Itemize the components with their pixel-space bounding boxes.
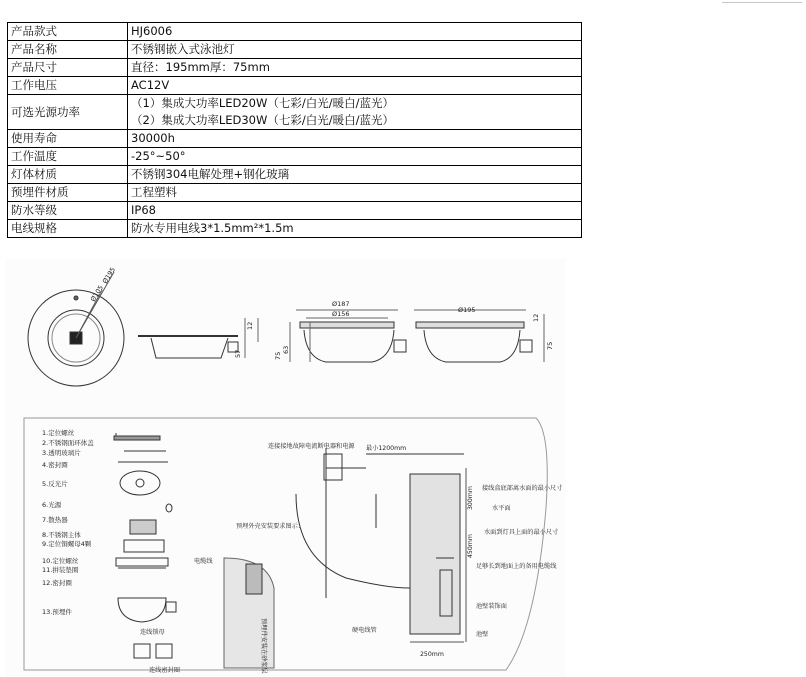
label-min-length: 最小1200mm [366,445,407,452]
part-label: 7.散热器 [42,516,68,524]
part-label: 3.透明玻璃片 [42,449,81,457]
spec-value [128,148,582,166]
spec-value [128,184,582,202]
label-wall: 池壁 [476,631,489,638]
spec-table [7,22,582,238]
spec-value [128,95,582,130]
dim-d187: Ø187 [332,300,350,308]
spec-value-line: HJ6006 [131,24,173,38]
spec-row [8,202,582,220]
spec-label: 产品款式 [8,23,128,41]
spec-value [128,59,582,77]
spec-value-line: （1）集成大功率LED20W（七彩/白光/暖白/蓝光） [131,96,394,110]
dim-h12b: 12 [532,313,540,322]
spec-label: 预埋件材质 [8,184,128,202]
spec-value-line: AC12V [131,78,170,92]
spec-row [8,184,582,202]
spec-row [8,23,582,41]
spec-value-line: 30000h [131,131,175,145]
part-label: 13.预埋件 [42,608,72,616]
spec-label: 防水等级 [8,202,128,220]
part-label: 5.反光片 [42,480,68,488]
spec-value-line: 直径：195mm厚：75mm [131,60,270,74]
spec-value [128,220,582,238]
spec-row [8,59,582,77]
label-embed: 预埋件安装在砂浆层 [260,618,267,674]
label-nut: 连线锁母 [140,629,165,636]
spec-row [8,148,582,166]
spec-label: 电线规格 [8,220,128,238]
dim-d156: Ø156 [332,310,350,318]
dim-h57: 57 [234,349,242,358]
label-connect: 连接接地故障电流断电器和电源 [268,443,355,450]
label-450mm: 450mm [467,534,474,558]
part-label: 2.不锈钢面环体盖 [42,439,94,447]
top-divider [722,2,802,3]
label-cable-length: 足够长到地面上的备用电缆线 [476,563,557,570]
spec-row [8,220,582,238]
part-label: 6.光源 [42,501,62,509]
spec-label: 使用寿命 [8,130,128,148]
spec-value-line: IP68 [131,203,156,217]
spec-row [8,130,582,148]
spec-value-line: 工程塑料 [131,185,177,199]
label-junction: 接线盒底部离水面的最小尺寸 [482,485,563,492]
spec-row [8,166,582,184]
dim-h75b: 75 [546,341,554,350]
label-waterline: 水平面 [492,505,511,512]
spec-label: 工作温度 [8,148,128,166]
label-lamp-top: 水面到灯具上面的最小尺寸 [484,529,559,536]
spec-row [8,95,582,130]
spec-value [128,130,582,148]
part-label: 8.不锈钢主体 [42,531,81,539]
part-label: 4.密封圈 [42,461,68,469]
spec-row [8,77,582,95]
dim-d195b: Ø195 [458,306,476,314]
spec-row [8,41,582,59]
part-label: 1.定位螺丝 [42,429,75,437]
part-label: 12.密封圈 [42,579,72,587]
technical-drawing [6,258,566,676]
spec-value-line: （2）集成大功率LED30W（七彩/白光/暖白/蓝光） [131,113,394,127]
spec-label: 工作电压 [8,77,128,95]
label-250mm: 250mm [420,651,444,658]
spec-label: 可选光源功率 [8,95,128,130]
label-300mm: 300mm [467,486,474,510]
part-label: 11.拼装垫圈 [42,566,79,574]
label-seal-ring: 连线密封圈 [149,667,180,674]
spec-value-line: -25°~50° [131,149,186,163]
spec-value [128,166,582,184]
label-conduit: 硬电线管 [352,627,377,634]
spec-label: 产品名称 [8,41,128,59]
label-note-outer: 预埋外壳安装要求图示： [236,523,305,530]
dim-d195: Ø195 [100,265,117,286]
spec-value-line: 防水专用电线3*1.5mm²*1.5m [131,221,294,235]
spec-label: 产品尺寸 [8,59,128,77]
label-finish: 池壁装饰面 [476,603,507,610]
dim-h75a: 75 [274,351,282,360]
dim-d105: Ø105 [88,283,105,304]
label-power-cable: 电缆线 [194,558,213,565]
dim-h63: 63 [282,345,290,354]
spec-value-line: 不锈钢嵌入式泳池灯 [131,42,235,56]
spec-value [128,77,582,95]
spec-value-line: 不锈钢304电解处理+钢化玻璃 [131,167,290,181]
part-label: 9.定位铜螺母4颗 [42,540,92,548]
spec-value [128,41,582,59]
spec-value [128,23,582,41]
dim-h12a: 12 [246,321,254,330]
part-label: 10.定位螺丝 [42,557,79,565]
spec-label: 灯体材质 [8,166,128,184]
spec-value [128,202,582,220]
